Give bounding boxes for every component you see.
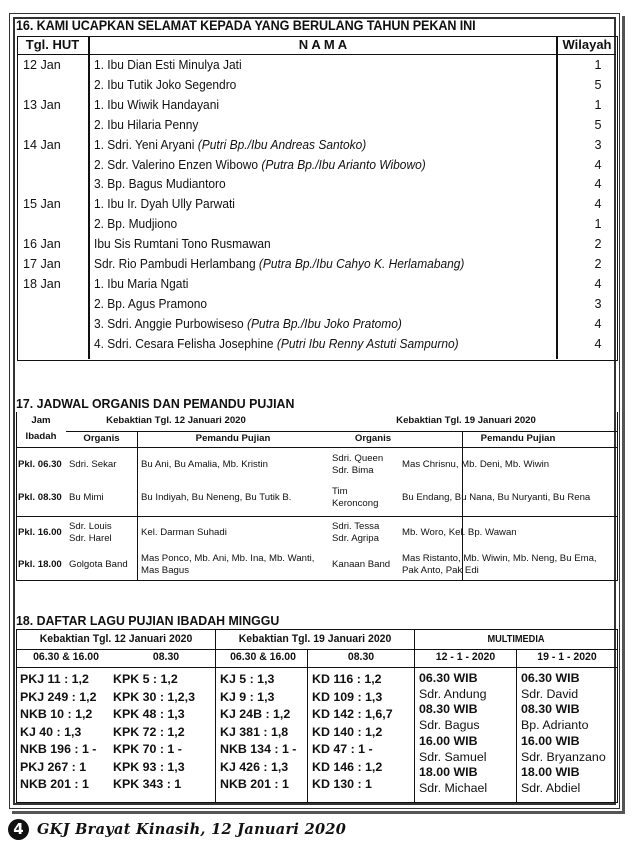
service1-leaders-line: Kel. Darman Suhadi [141,527,227,538]
multimedia-time: 18.00 WIB [419,765,478,780]
service2-leaders [402,527,517,539]
service2-organist-line: Sdr. Bima [332,465,374,476]
song-entry: KJ 9 : 1,3 [220,689,275,704]
birthday-region: 4 [594,276,602,291]
group2-col1-label: 06.30 & 16.00 [230,651,296,663]
song-entry: PKJ 11 : 1,2 [20,672,89,686]
song-list-g1-c2 [113,671,195,794]
birthday-name: 1. Ibu Maria Ngati [94,276,189,291]
multimedia-time: 16.00 WIB [419,733,478,748]
birthday-name: 2. Bp. Agus Pramono [94,296,208,311]
multimedia-operator: Sdr. Samuel [419,749,487,764]
page-footer [8,818,346,840]
birthday-row [17,197,616,217]
multimedia-time: 08.30 WIB [419,702,478,717]
birthday-region: 3 [594,296,602,311]
song-entry: NKB 201 : 1 [20,777,89,791]
song-entry: KPK 72 : 1,2 [113,724,185,739]
song-entry: NKB 134 : 1 - [220,742,297,756]
birthday-row [17,217,616,237]
service1-leaders [141,492,291,504]
birthday-parent-note: (Putra Bp./Ibu Arianto Wibowo) [261,157,426,172]
birthday-parent-note: (Putra Bp./Ibu Joko Pratomo) [246,316,402,331]
song-entry: KD 140 : 1,2 [312,724,383,739]
service2-leaders-header: Pemandu Pujian [480,433,556,444]
birthday-parent-note: (Putri Bp./Ibu Andreas Santoko) [197,137,367,152]
group1-col1-label: 06.30 & 16.00 [33,651,99,663]
birthday-region: 4 [594,157,602,172]
service-time-line: Pkl. 08.30 [18,492,62,503]
song-entry: KJ 381 : 1,8 [220,724,289,739]
birthday-name: 2. Ibu Hilaria Penny [94,117,199,132]
service1-leaders-line: Mas Bagus [141,565,189,576]
service1-leaders-header: Pemandu Pujian [195,433,271,444]
service-time-line: Pkl. 06.30 [18,459,62,470]
service2-leaders-line: Mas Chrisnu, Mb. Deni, Mb. Wiwin [402,459,550,470]
multimedia-col2-label: 19 - 1 - 2020 [537,651,597,663]
multimedia-col1-label: 12 - 1 - 2020 [435,651,496,663]
birthday-name: 1. Ibu Ir. Dyah Ully Parwati [94,197,235,212]
birthday-row [17,138,616,158]
service2-organist-line: Sdr. Agripa [332,533,379,544]
song-entry: KPK 343 : 1 [113,777,182,791]
multimedia-operator: Sdr. Andung [419,686,487,701]
song-entry: NKB 196 : 1 - [20,742,97,756]
service1-leaders-line: Bu Ani, Bu Amalia, Mb. Kristin [141,459,268,470]
service2-leaders-line: Pak Anto, Pak Edi [402,565,479,576]
birthday-name: 2. Bp. Mudjiono [94,217,178,232]
service2-leaders-line: Mas Ristanto, Mb. Wiwin, Mb. Neng, Bu Ema, [402,553,597,564]
service1-leaders-line: Mas Ponco, Mb. Ani, Mb. Ina, Mb. Wanti, [141,553,315,564]
birthday-name: 2. Ibu Tutik Joko Segendro [94,77,237,92]
multimedia-list-2 [521,671,606,797]
birthday-region: 1 [594,58,602,72]
birthday-parent-note: (Putri Ibu Renny Astuti Sampurno) [276,336,459,351]
birthday-name: 4. Sdri. Cesara Felisha Josephine (Putri Ibu Renny Astuti Sampurno) [94,336,459,351]
service1-organist-line: Bu Mimi [69,492,104,503]
birthday-name: 1. Ibu Dian Esti Minulya Jati [94,58,242,72]
service1-organist-line: Golgota Band [69,559,128,570]
group1-title: Kebaktian Tgl. 12 Januari 2020 [39,633,193,645]
song-list-g2-c2 [312,671,393,794]
multimedia-time: 18.00 WIB [521,765,580,780]
service-time [18,559,62,571]
service1-leaders-line: Bu Indiyah, Bu Neneng, Bu Tutik B. [141,492,292,503]
birthday-region: 4 [594,197,602,212]
birthday-name: 2. Sdr. Valerino Enzen Wibowo (Putra Bp./Ibu Arianto Wibowo) [94,157,426,172]
birthday-date: 14 Jan [23,137,61,152]
service1-organist [69,492,104,504]
birthday-date: 18 Jan [23,276,61,291]
birthday-section-title: 16. KAMI UCAPKAN SELAMAT KEPADA YANG BERULANG TAHUN PEKAN INI [16,18,476,33]
song-entry: KJ 5 : 1,3 [220,672,275,686]
birthday-row [17,237,616,257]
birthday-region: 2 [594,237,602,252]
birthday-parent-note: (Putra Bp./Ibu Cahyo K. Herlamabang) [258,257,465,271]
multimedia-operator: Sdr. Abdiel [521,780,581,795]
birthday-name: 1. Sdri. Yeni Aryani (Putri Bp./Ibu Andreas Santoko) [94,137,367,152]
organist-schedule-table [16,411,618,581]
song-entry: NKB 201 : 1 [220,777,289,791]
service2-leaders-line: Bu Endang, Bu Nana, Bu Nuryanti, Bu Rena [402,492,591,503]
multimedia-time: 16.00 WIB [521,733,580,748]
song-list-section-title: 18. DAFTAR LAGU PUJIAN IBADAH MINGGU [16,613,280,628]
birthday-region: 3 [594,137,602,152]
song-list-g1-c1 [20,671,96,794]
service2-organist-line: Kanaan Band [332,559,391,570]
song-entry: KJ 426 : 1,3 [220,759,289,774]
service2-organist [332,559,390,571]
song-entry: KD 109 : 1,3 [312,689,383,704]
service-time-line: Pkl. 18.00 [18,559,62,570]
song-entry: PKJ 249 : 1,2 [20,689,97,704]
birthday-row [17,78,616,98]
organist-section-title: 17. JADWAL ORGANIS DAN PEMANDU PUJIAN [16,396,295,411]
birthday-row [17,118,616,138]
song-entry: NKB 10 : 1,2 [20,707,93,721]
service2-organist [332,521,379,545]
multimedia-operator: Sdr. Bagus [419,718,480,733]
multimedia-operator: Sdr. Michael [419,780,488,795]
birthday-name: 3. Sdri. Anggie Purbowiseso (Putra Bp./Ibu Joko Pratomo) [94,316,402,331]
birthday-name: Sdr. Rio Pambudi Herlambang (Putra Bp./Ibu Cahyo K. Herlamabang) [94,257,465,271]
song-entry: KPK 70 : 1 - [113,742,182,756]
birthday-region: 4 [594,336,602,351]
birthday-row [17,58,616,78]
birthday-date: 17 Jan [23,257,61,271]
birthday-row [17,257,616,277]
song-entry: KPK 48 : 1,3 [113,707,185,721]
service1-organist-line: Sdr. Louis [69,521,112,532]
song-entry: KD 116 : 1,2 [312,672,382,686]
service1-organist [69,559,128,571]
service2-organist-line: Sdri. Tessa [332,521,380,532]
group2-title: Kebaktian Tgl. 19 Januari 2020 [238,633,392,645]
birthday-region: 5 [594,117,602,132]
birthday-date: 15 Jan [23,197,61,212]
page-number-badge: 4 [8,819,29,840]
birthday-name: 3. Bp. Bagus Mudiantoro [94,177,226,192]
header-date: Tgl. HUT [25,37,80,52]
song-entry: KPK 5 : 1,2 [113,672,178,686]
song-entry: KD 47 : 1 - [312,742,373,756]
service2-organist-line: Sdri. Queen [332,453,384,464]
song-entry: KPK 93 : 1,3 [113,759,185,774]
multimedia-operator: Sdr. David [521,686,579,701]
multimedia-time: 06.30 WIB [419,671,478,685]
service1-organist [69,521,112,545]
song-entry: KD 142 : 1,6,7 [312,707,393,721]
birthday-row [17,98,616,118]
service1-title: Kebaktian Tgl. 12 Januari 2020 [106,415,246,426]
birthday-row [17,297,616,317]
service1-organist-line: Sdr. Harel [69,533,112,544]
birthday-row [17,177,616,197]
service-time [18,492,62,504]
birthday-region: 4 [594,177,602,192]
song-list-g2-c1 [220,671,296,794]
time-header-line1: Jam [31,415,51,426]
song-entry: KD 146 : 1,2 [312,759,383,774]
time-header-line2: Ibadah [25,431,57,442]
multimedia-operator: Bp. Adrianto [521,718,589,733]
service-time-line: Pkl. 16.00 [18,527,62,538]
service2-organist [332,453,383,477]
multimedia-time: 06.30 WIB [521,671,580,685]
service1-leaders [141,459,268,471]
birthday-date: 12 Jan [23,58,61,72]
song-entry: KPK 30 : 1,2,3 [113,689,195,704]
service2-organist-line: Keroncong [332,498,379,509]
song-entry: KD 130 : 1 [312,777,372,791]
birthday-region: 1 [594,97,602,112]
service1-leaders [141,527,227,539]
birthday-date: 16 Jan [23,237,61,252]
multimedia-title: MULTIMEDIA [487,634,545,645]
birthday-name: 1. Ibu Wiwik Handayani [94,97,220,112]
birthday-row [17,277,616,297]
service2-leaders [402,553,597,577]
multimedia-operator: Sdr. Bryanzano [521,749,606,764]
service-time [18,459,62,471]
birthday-name: Ibu Sis Rumtani Tono Rusmawan [94,237,271,252]
service-time [18,527,62,539]
birthday-region: 5 [594,77,602,92]
group1-col2-label: 08.30 [152,651,180,663]
birthday-row [17,337,616,357]
song-entry: KJ 24B : 1,2 [220,707,291,721]
multimedia-time: 08.30 WIB [521,702,580,717]
service2-organist [332,486,378,510]
service2-organist-header: Organis [354,433,392,444]
service2-leaders [402,492,590,504]
birthday-region: 1 [594,217,602,232]
service1-organist [69,459,116,471]
group2-col2-label: 08.30 [347,651,375,663]
service2-leaders-line: Mb. Woro, Kel. Bp. Wawan [402,527,517,538]
service1-organist-line: Sdri. Sekar [69,459,117,470]
birthday-date: 13 Jan [23,97,61,112]
service2-organist-line: Tim [332,486,348,497]
service1-organist-header: Organis [83,433,120,444]
multimedia-list-1 [419,671,487,797]
birthday-row [17,158,616,178]
header-region: Wilayah [562,37,612,52]
footer-text: GKJ Brayat Kinasih, 12 Januari 2020 [37,820,347,838]
service2-leaders [402,459,549,471]
service1-leaders [141,553,314,577]
birthday-region: 2 [594,257,602,271]
birthday-region: 4 [594,316,602,331]
song-entry: KJ 40 : 1,3 [20,724,82,739]
song-entry: PKJ 267 : 1 [20,759,87,774]
birthday-row [17,317,616,337]
header-name: N A M A [298,37,348,52]
song-list-table [16,629,618,803]
service2-title: Kebaktian Tgl. 19 Januari 2020 [396,415,536,426]
